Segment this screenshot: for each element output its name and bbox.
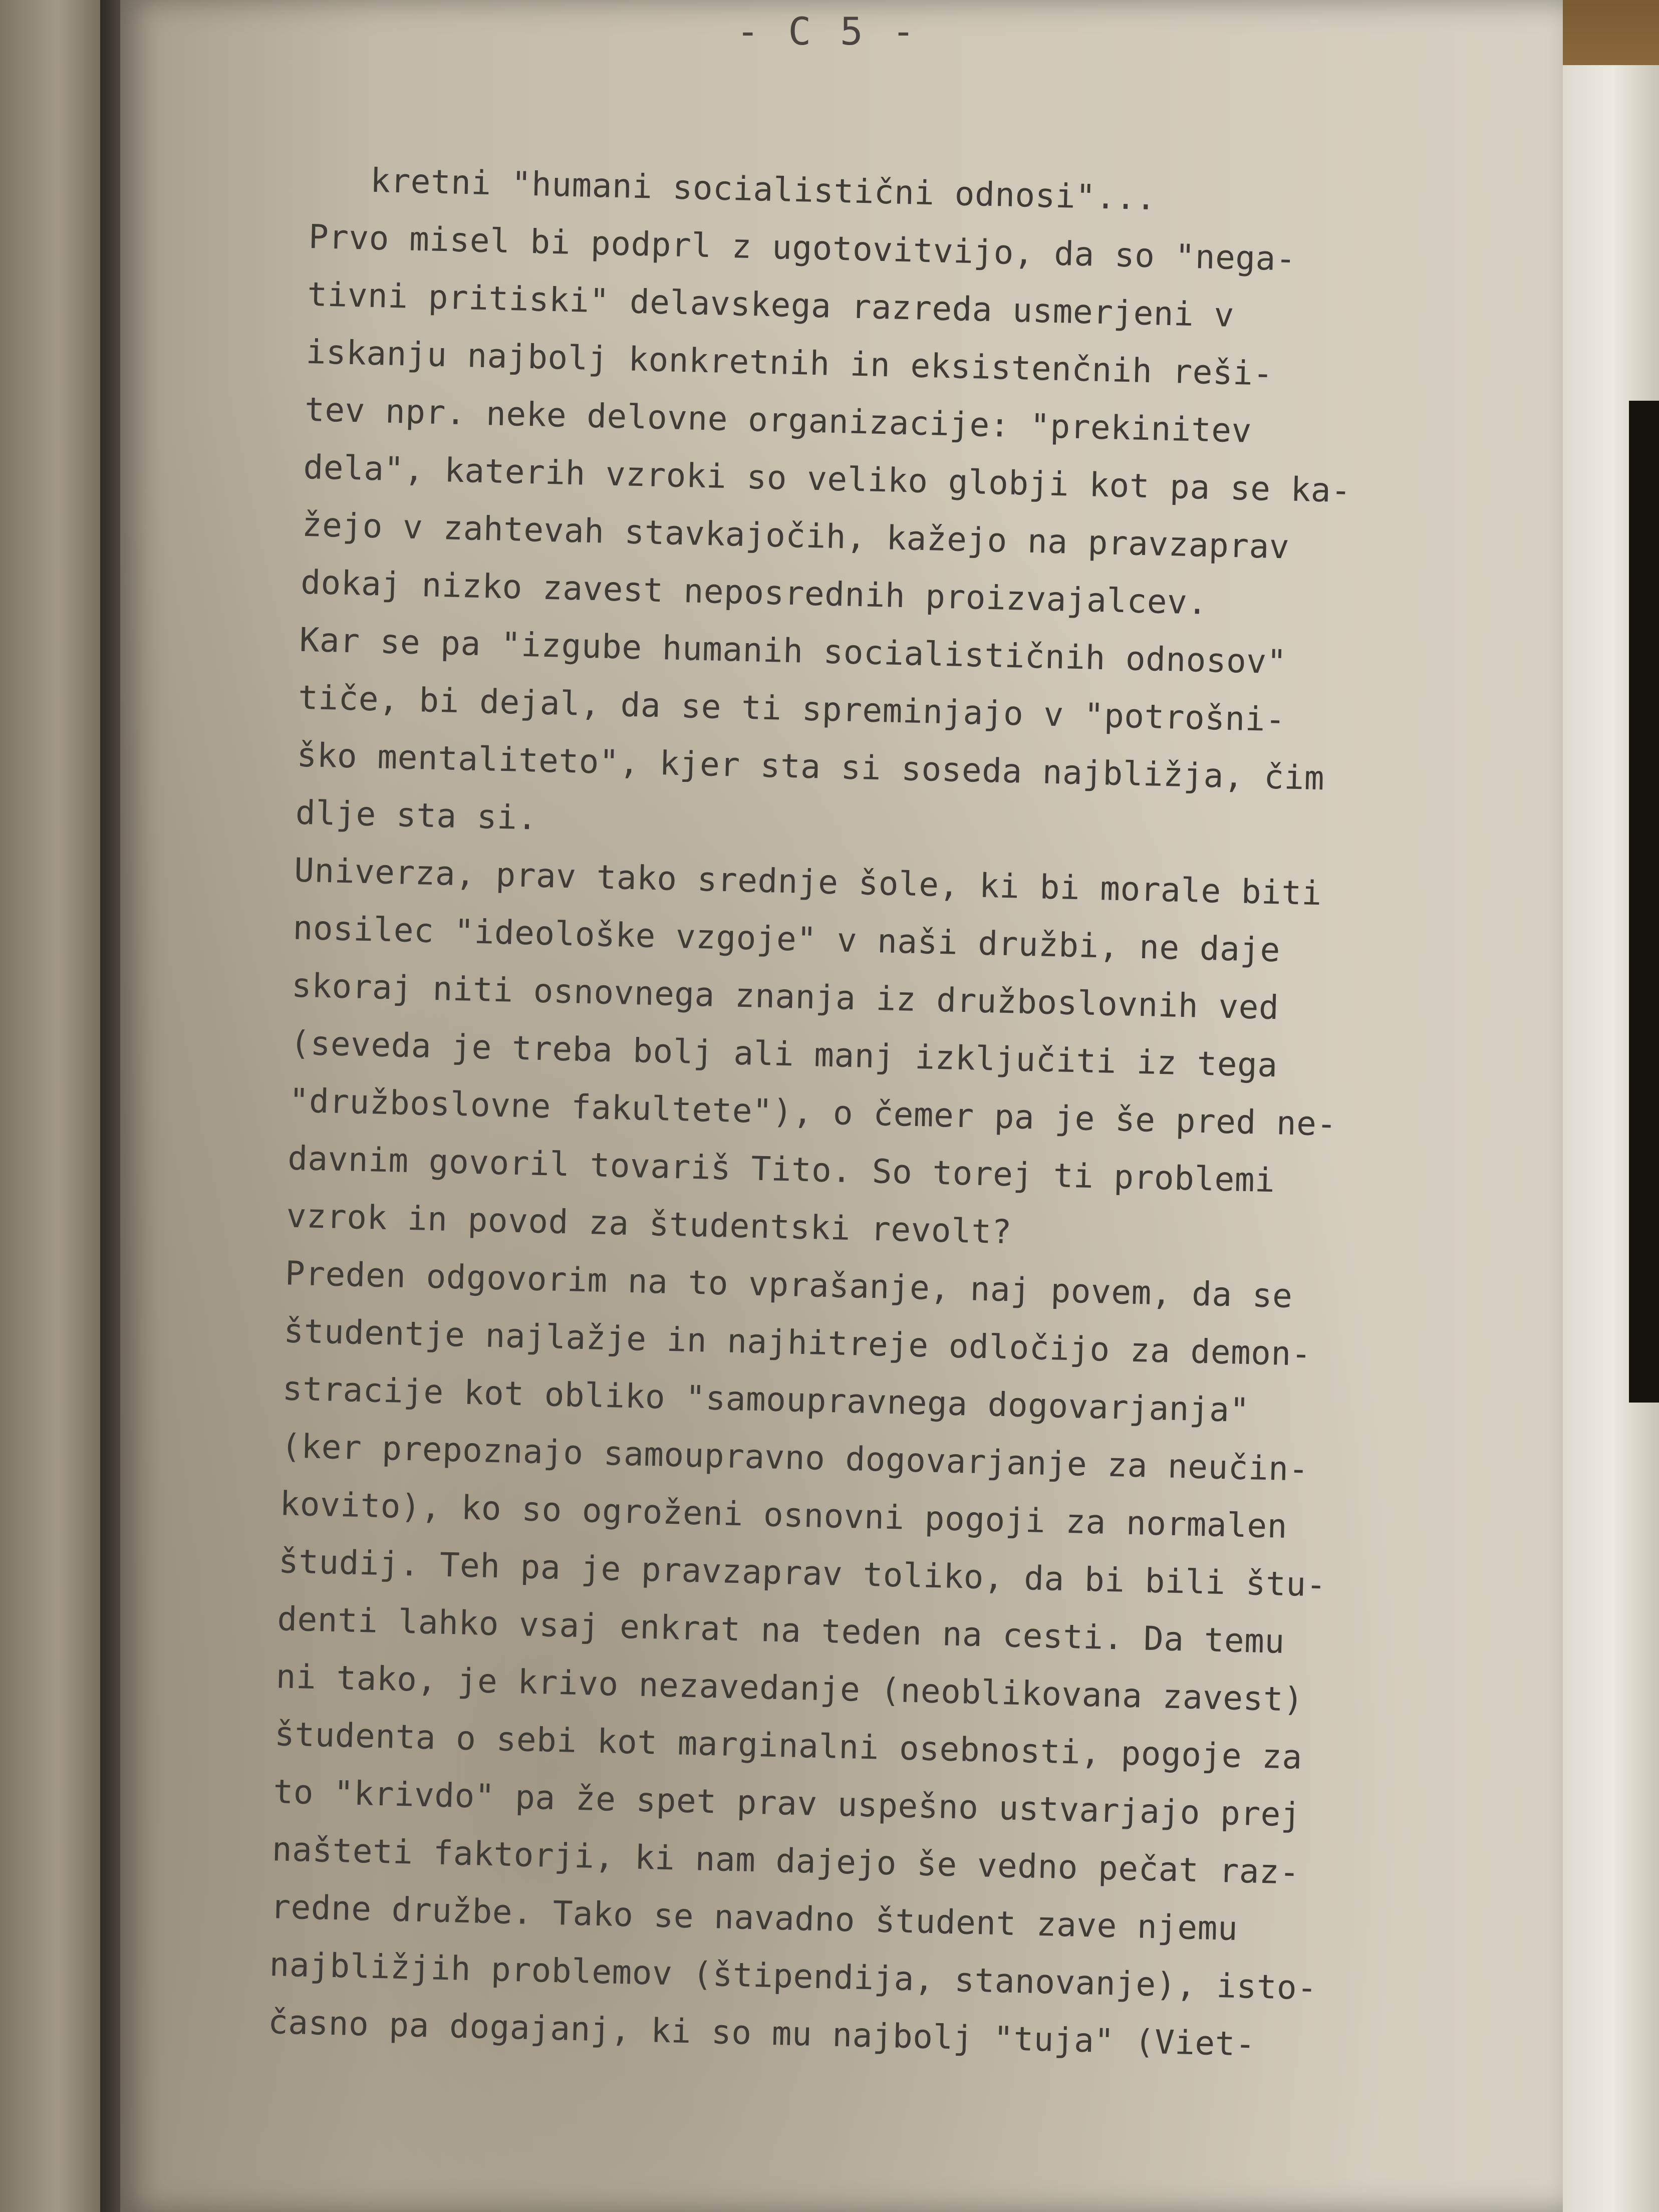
background-shadow	[1629, 401, 1659, 1403]
text-line: (seveda je treba bolj ali manj izključiti iz tega	[290, 1023, 1278, 1085]
text-line: žejo v zahtevah stavkajočih, kažejo na pravzaprav	[302, 505, 1290, 567]
text-line: stracije kot obliko "samoupravnega dogovarjanja"	[282, 1369, 1250, 1430]
text-line: nosilec "ideološke vzgoje" v naši družbi, ne daje	[292, 908, 1281, 970]
page-number: - C 5 -	[736, 9, 918, 54]
text-line: študenta o sebi kot marginalni osebnosti, pogoje za	[274, 1715, 1303, 1777]
typewritten-page	[120, 0, 1563, 2212]
text-line: dela", katerih vzroki so veliko globji kot pa se ka-	[303, 447, 1352, 510]
text-line: tev npr. neke delovne organizacije: "prekinitev	[304, 390, 1252, 450]
text-line: kretni "humani socialistični odnosi"...	[309, 159, 1157, 218]
text-line: ni tako, je krivo nezavedanje (neoblikovana zavest)	[275, 1657, 1304, 1719]
facing-page	[0, 0, 115, 2212]
text-line: našteti faktorji, ki nam dajejo še vedno pečat raz-	[271, 1830, 1300, 1892]
text-line: dlje sta si.	[295, 793, 538, 838]
text-line: vzrok in povod za študentski revolt?	[286, 1196, 1012, 1252]
text-line: skoraj niti osnovnega znanja iz družboslovnih ved	[291, 966, 1280, 1027]
text-line: Preden odgovorim na to vprašanje, naj povem, da se	[285, 1254, 1293, 1316]
text-line: Prvo misel bi podprl z ugotovitvijo, da so "nega-	[308, 217, 1296, 279]
text-line: kovito), ko so ogroženi osnovni pogoji za normalen	[279, 1484, 1288, 1546]
text-line: študij. Teh pa je pravzaprav toliko, da bi bili štu-	[278, 1542, 1327, 1604]
text-line: najbližjih problemov (štipendija, stanovanje), isto-	[268, 1945, 1318, 2008]
text-line: iskanju najbolj konkretnih in eksistenčnih reši-	[305, 332, 1274, 393]
text-line: redne družbe. Tako se navadno študent zave njemu	[270, 1887, 1239, 1948]
text-line: študentje najlažje in najhitreje odločijo za demon-	[283, 1311, 1312, 1373]
text-line: denti lahko vsaj enkrat na teden na cesti. Da temu	[276, 1599, 1285, 1661]
text-line: časno pa dogajanj, ki so mu najbolj "tuja" (Viet-	[267, 2003, 1256, 2064]
text-line: (ker prepoznajo samoupravno dogovarjanje za neučin-	[281, 1427, 1309, 1489]
text-line: ško mentaliteto", kjer sta si soseda najbližja, čim	[296, 735, 1325, 798]
text-line: Univerza, prav tako srednje šole, ki bi morale biti	[294, 851, 1322, 913]
text-line: Kar se pa "izgube humanih socialističnih odnosov"	[299, 620, 1287, 682]
text-line: tiče, bi dejal, da se ti spreminjajo v "potrošni-	[298, 678, 1286, 739]
text-line: davnim govoril tovariš Tito. So torej ti problemi	[287, 1139, 1276, 1200]
body-text	[267, 150, 1592, 2080]
text-line: dokaj nizko zavest neposrednih proizvajalcev.	[300, 563, 1208, 622]
text-line: to "krivdo" pa že spet prav uspešno ustvarjajo prej	[272, 1772, 1302, 1834]
text-line: "družboslovne fakultete"), o čemer pa je še pred ne-	[289, 1081, 1337, 1144]
text-line: tivni pritiski" delavskega razreda usmerjeni v	[307, 274, 1235, 335]
